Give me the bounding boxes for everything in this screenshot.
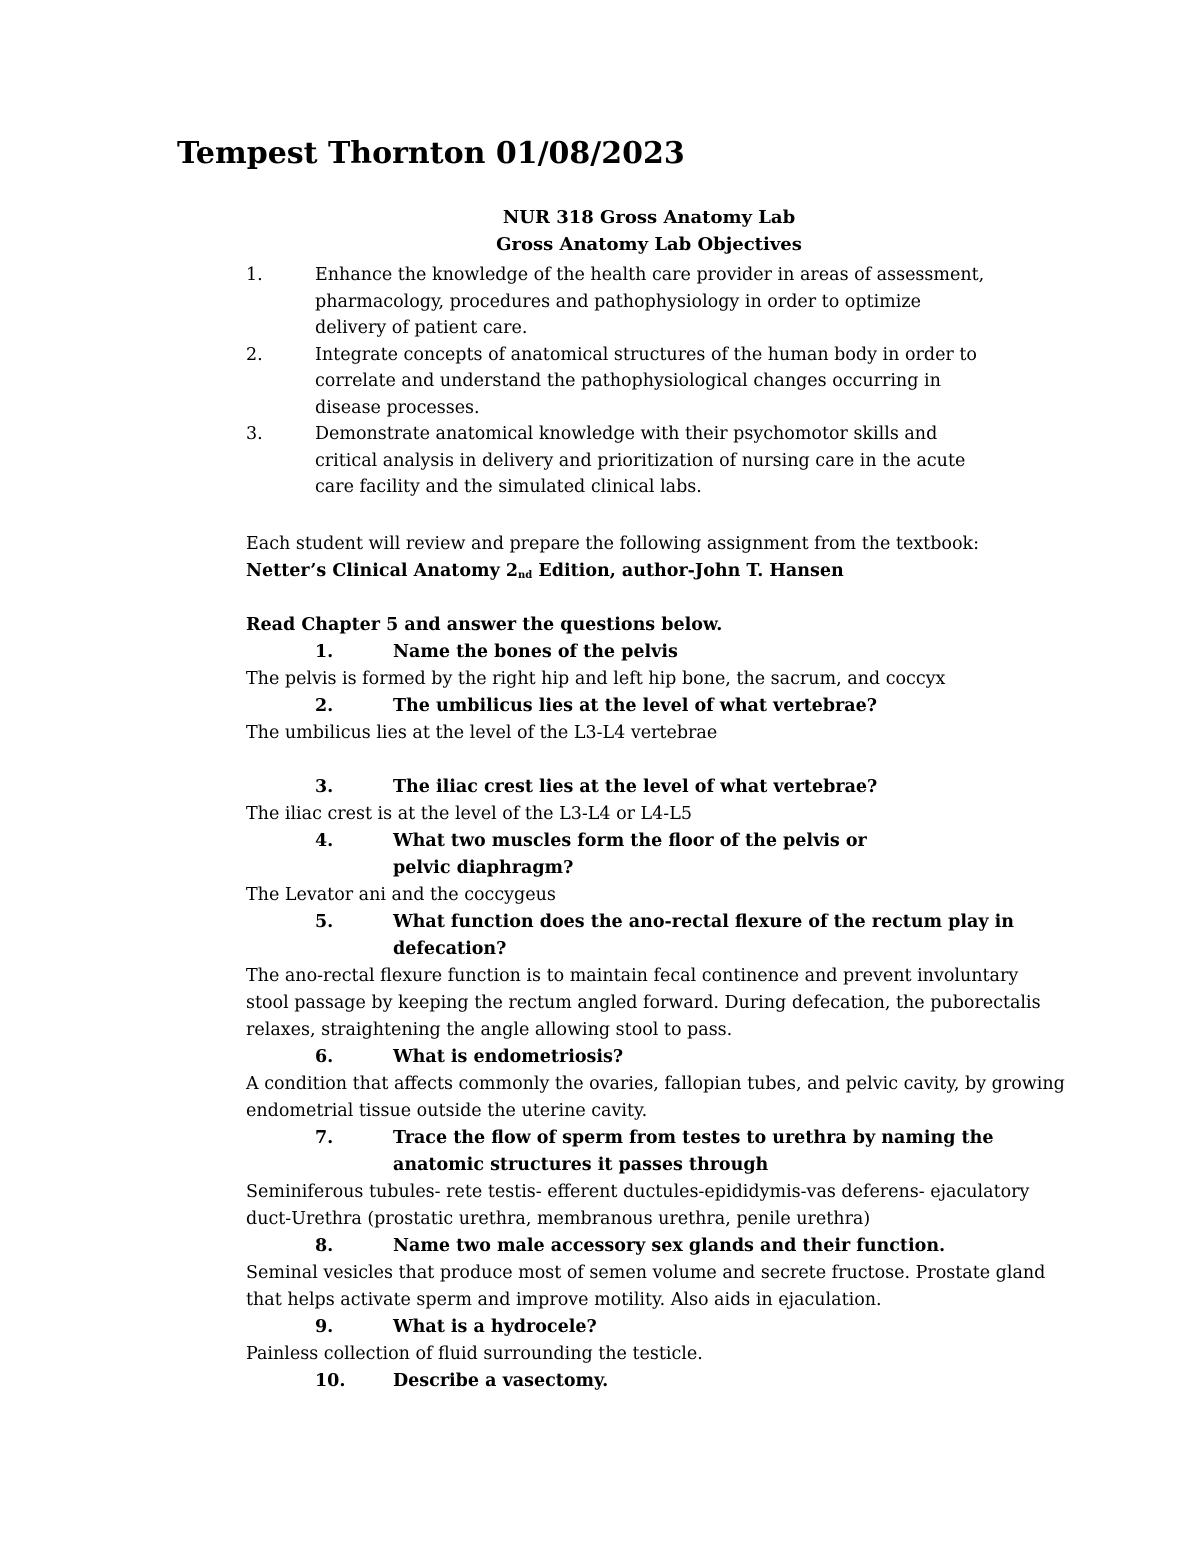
question-number: 9. (315, 1317, 334, 1337)
objective-item (246, 342, 986, 422)
question-text: The umbilicus lies at the level of what vertebrae? (393, 696, 877, 716)
question-number: 5. (315, 912, 334, 932)
answer-text: The ano-rectal flexure function is to maintain fecal continence and prevent involuntary stool passage by keeping the rectum angled forward. During defecation, the puborectalis relaxes, straightening the angle allowing stool to pass. (246, 966, 1041, 1040)
book-edition-suffix: nd (518, 570, 533, 581)
question-number: 6. (315, 1047, 334, 1067)
question-text: Name two male accessory sex glands and their function. (393, 1236, 946, 1256)
answer-text: Painless collection of fluid surrounding the testicle. (246, 1344, 703, 1364)
course-title: NUR 318 Gross Anatomy Lab (502, 207, 796, 228)
question-item (246, 639, 1066, 666)
objective-text: Integrate concepts of anatomical structures of the human body in order to correlate and understand the pathophysiological changes occurring in disease processes. (315, 344, 977, 418)
answer-text: The umbilicus lies at the level of the L3-L4 vertebrae (246, 723, 718, 743)
answer-text: Seminiferous tubules- rete testis- efferent ductules-epididymis-vas deferens- ejaculatory duct-Urethra (prostatic urethra, membranous urethra, penile urethra) (246, 1182, 1030, 1229)
objective-item (246, 262, 986, 342)
question-number: 7. (315, 1128, 334, 1148)
objective-number: 1. (246, 265, 263, 285)
assignment-intro (246, 531, 1026, 589)
objective-item (246, 421, 986, 501)
question-item (246, 909, 1066, 963)
question-text: The iliac crest lies at the level of what vertebrae? (393, 777, 878, 797)
question-text: What is a hydrocele? (393, 1317, 597, 1337)
question-item (246, 1314, 1066, 1341)
objective-number: 3. (246, 424, 263, 444)
book-author: Edition, author-John T. Hansen (532, 561, 844, 581)
objective-text: Demonstrate anatomical knowledge with their psychomotor skills and critical analysis in delivery and prioritization of nursing care in the acute care facility and the simulated clinical labs. (315, 424, 966, 497)
question-text: What is endometriosis? (393, 1047, 624, 1067)
question-item (246, 1044, 1066, 1071)
question-number: 4. (315, 831, 334, 851)
book-title (246, 561, 844, 581)
question-text: What two muscles form the floor of the pelvis or pelvic diaphragm? (393, 831, 867, 878)
answer-text: A condition that affects commonly the ovaries, fallopian tubes, and pelvic cavity, by growing endometrial tissue outside the uterine cavity. (246, 1074, 1065, 1121)
question-number: 8. (315, 1236, 334, 1256)
author-date-heading: Tempest Thornton 01/08/2023 (177, 136, 685, 171)
question-number: 10. (315, 1371, 346, 1391)
objective-number: 2. (246, 344, 263, 365)
book-title-text: Netter’s Clinical Anatomy 2 (246, 561, 519, 581)
question-item (246, 1125, 1066, 1179)
question-text: Name the bones of the pelvis (393, 642, 678, 662)
question-item (246, 1368, 1066, 1395)
intro-text: Each student will review and prepare the following assignment from the textbook: (246, 534, 979, 554)
answer-text: The iliac crest is at the level of the L3-L4 or L4-L5 (246, 804, 692, 824)
answer-text: The Levator ani and the coccygeus (246, 885, 556, 905)
instructions-line: Read Chapter 5 and answer the questions below. (246, 615, 723, 635)
question-item (246, 1233, 1066, 1260)
answer-text: The pelvis is formed by the right hip and left hip bone, the sacrum, and coccyx (246, 669, 946, 689)
question-number: 2. (315, 696, 334, 716)
question-text: What function does the ano-rectal flexure of the rectum play in defecation? (393, 912, 1015, 959)
question-item (246, 693, 1066, 720)
question-number: 3. (315, 777, 334, 797)
question-text: Describe a vasectomy. (393, 1371, 609, 1391)
objectives-list (246, 262, 986, 501)
question-number: 1. (315, 642, 334, 662)
objective-text: Enhance the knowledge of the health care provider in areas of assessment, pharmacology, procedures and pathophysiology in order to optimize delivery of patient care. (315, 265, 985, 338)
answer-text: Seminal vesicles that produce most of semen volume and secrete fructose. Prostate gland that helps activate sperm and improve motility. Also aids in ejaculation. (246, 1263, 1046, 1310)
question-text: Trace the flow of sperm from testes to urethra by naming the anatomic structures it passes through (393, 1128, 994, 1175)
question-item (246, 774, 1066, 801)
question-item (246, 828, 1066, 882)
questions-section (246, 612, 1066, 1395)
blank-line (246, 747, 1066, 774)
objectives-title: Gross Anatomy Lab Objectives (496, 234, 802, 255)
